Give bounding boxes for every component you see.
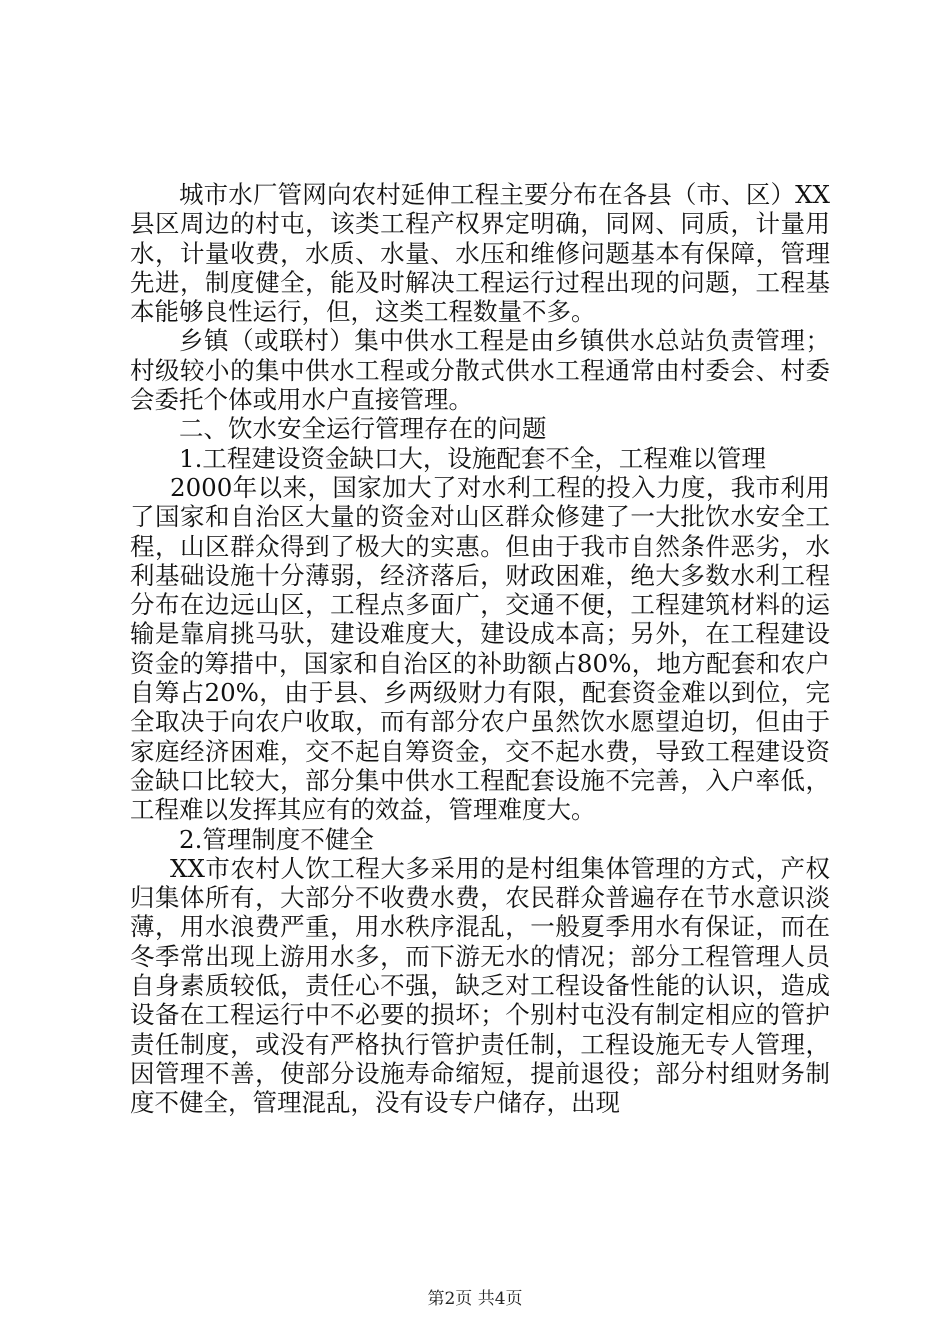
paragraph-management-details: XX市农村人饮工程大多采用的是村组集体管理的方式，产权归集体所有，大部分不收费水费，农民群众普遍存在节水意识淡薄，用水浪费严重，用水秩序混乱，一般夏季用水有保证，而在冬季常出现上游用水多，而下游无水的情况；部分工程管理人员自身素质较低，责任心不强，缺乏对工程设备性能的认识，造成设备在工程运行中不必要的损坏；个别村屯没有制定相应的管护责任制度，或没有严格执行管护责任制，工程设施无专人管理，因管理不善，使部分设施寿命缩短，提前退役；部分村组财务制度不健全，管理混乱，没有设专户储存，出现 <box>130 853 830 1118</box>
subheading-funding-gap: 1.工程建设资金缺口大，设施配套不全，工程难以管理 <box>179 443 766 473</box>
page-number-footer: 第2页 共4页 <box>427 1289 523 1309</box>
document-body <box>130 180 830 1118</box>
paragraph-funding-details: 2000年以来，国家加大了对水利工程的投入力度，我市利用了国家和自治区大量的资金对山区群众修建了一大批饮水安全工程，山区群众得到了极大的实惠。但由于我市自然条件恶劣，水利基础设施十分薄弱，经济落后，财政困难，绝大多数水利工程分布在边远山区，工程点多面广，交通不便，工程建筑材料的运输是靠肩挑马驮，建设难度大，建设成本高；另外，在工程建设资金的筹措中，国家和自治区的补助额占80%，地方配套和农户自筹占20%，由于县、乡两级财力有限，配套资金难以到位，完全取决于向农户收取，而有部分农户虽然饮水愿望迫切，但由于家庭经济困难，交不起自筹资金，交不起水费，导致工程建设资金缺口比较大，部分集中供水工程配套设施不完善，入户率低，工程难以发挥其应有的效益，管理难度大。 <box>130 472 830 825</box>
section-heading-problems: 二、饮水安全运行管理存在的问题 <box>179 414 547 444</box>
subheading-management-system: 2.管理制度不健全 <box>179 824 374 854</box>
paragraph-urban-water-extension: 城市水厂管网向农村延伸工程主要分布在各县（市、区）XX县区周边的村屯，该类工程产权界定明确，同网、同质，计量用水，计量收费，水质、水量、水压和维修问题基本有保障，管理先进，制度健全，能及时解决工程运行过程出现的问题，工程基本能够良性运行，但，这类工程数量不多。 <box>130 180 830 327</box>
paragraph-township-water-supply: 乡镇（或联村）集中供水工程是由乡镇供水总站负责管理；村级较小的集中供水工程或分散式供水工程通常由村委会、村委会委托个体或用水户直接管理。 <box>130 326 830 415</box>
